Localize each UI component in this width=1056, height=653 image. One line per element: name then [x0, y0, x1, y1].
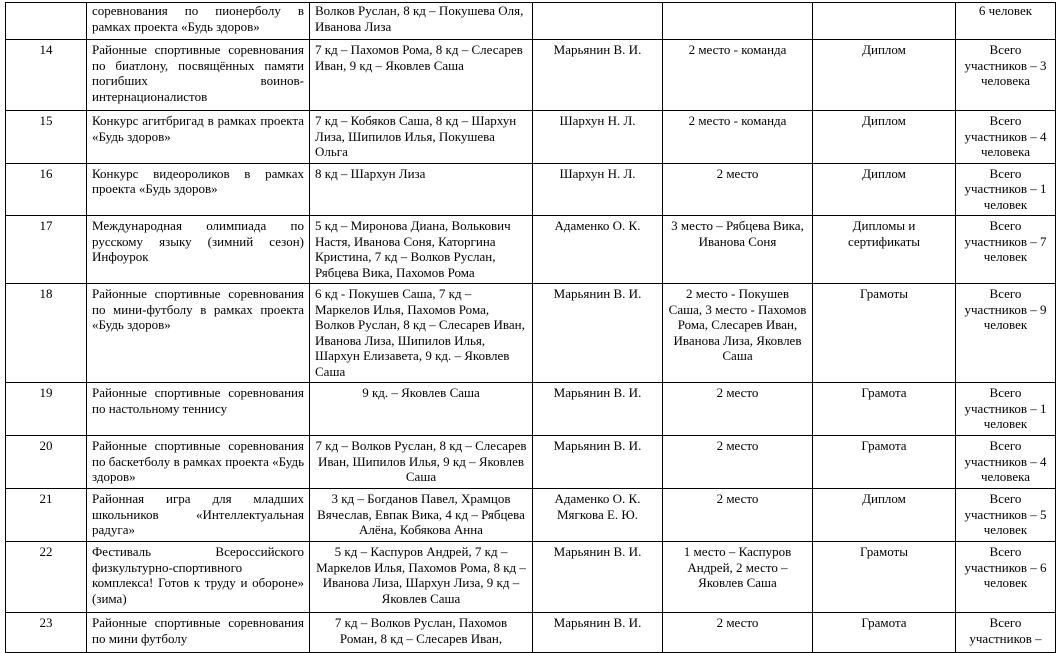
cell-participants: 8 кд – Шархун Лиза — [310, 163, 533, 216]
table-row — [6, 216, 1056, 284]
cell-document: Грамота — [813, 613, 956, 653]
table-row — [6, 3, 1056, 40]
cell-leader: Марьянин В. И. — [533, 383, 663, 436]
cell-event-name: Районные спортивные соревнования по настольному теннису — [87, 383, 310, 436]
cell-participants: 7 кд – Пахомов Рома, 8 кд – Слесарев Иван, 9 кд – Яковлев Саша — [310, 40, 533, 111]
table-row — [6, 284, 1056, 383]
cell-number: 17 — [6, 216, 87, 284]
cell-number: 21 — [6, 489, 87, 542]
cell-document: Грамоты — [813, 284, 956, 383]
table-row — [6, 40, 1056, 111]
cell-document: Диплом — [813, 40, 956, 111]
cell-total: Всего участников – 3 человека — [956, 40, 1056, 111]
cell-result: 2 место — [663, 383, 813, 436]
cell-total: Всего участников – 4 человека — [956, 111, 1056, 164]
cell-participants: 6 кд - Покушев Саша, 7 кд – Маркелов Илья, Пахомов Рома, Волков Руслан, 8 кд – Слесарев Иван, Иванова Лиза, Шипилов Илья, Шархун Елизавета, 9 кд. – Яковлев Саша — [310, 284, 533, 383]
cell-number: 14 — [6, 40, 87, 111]
cell-total: Всего участников – 1 человек — [956, 383, 1056, 436]
cell-result: 2 место - Покушев Саша, 3 место - Пахомов Рома, Слесарев Иван, Иванова Лиза, Яковлев Саша — [663, 284, 813, 383]
cell-result: 1 место – Каспуров Андрей, 2 место – Яковлев Саша — [663, 542, 813, 613]
cell-participants: 5 кд – Каспуров Андрей, 7 кд – Маркелов Илья, Пахомов Рома, 8 кд – Иванова Лиза, Шархун Лиза, 9 кд – Яковлев Саша — [310, 542, 533, 613]
cell-event-name: Фестиваль Всероссийского физкультурно-спортивного комплекса! Готов к труду и обороне» (зима) — [87, 542, 310, 613]
achievements-table — [5, 2, 1056, 653]
cell-document: Диплом — [813, 163, 956, 216]
cell-total: Всего участников – 7 человек — [956, 216, 1056, 284]
cell-number: 16 — [6, 163, 87, 216]
cell-participants: 7 кд – Кобяков Саша, 8 кд – Шархун Лиза, Шипилов Илья, Покушева Ольга — [310, 111, 533, 164]
cell-leader: Адаменко О. К. Мягкова Е. Ю. — [533, 489, 663, 542]
cell-number: 19 — [6, 383, 87, 436]
cell-result: 3 место – Рябцева Вика, Иванова Соня — [663, 216, 813, 284]
cell-leader — [533, 3, 663, 40]
cell-document: Грамота — [813, 436, 956, 489]
cell-document — [813, 3, 956, 40]
table-row — [6, 383, 1056, 436]
cell-total: Всего участников – 9 человек — [956, 284, 1056, 383]
cell-document: Грамоты — [813, 542, 956, 613]
cell-leader: Марьянин В. И. — [533, 40, 663, 111]
cell-total: Всего участников – — [956, 613, 1056, 653]
cell-number: 20 — [6, 436, 87, 489]
table-row — [6, 163, 1056, 216]
cell-event-name: Районная игра для младших школьников «Интеллектуальная радуга» — [87, 489, 310, 542]
cell-leader: Марьянин В. И. — [533, 542, 663, 613]
cell-event-name: Районные спортивные соревнования по биатлону, посвящённых памяти погибших воинов-интернационалистов — [87, 40, 310, 111]
cell-total: Всего участников – 4 человека — [956, 436, 1056, 489]
cell-leader: Марьянин В. И. — [533, 613, 663, 653]
table-row — [6, 613, 1056, 653]
table-row — [6, 489, 1056, 542]
cell-leader: Шархун Н. Л. — [533, 163, 663, 216]
cell-result: 2 место — [663, 163, 813, 216]
cell-result: 2 место - команда — [663, 111, 813, 164]
cell-leader: Адаменко О. К. — [533, 216, 663, 284]
table-body — [6, 3, 1056, 653]
cell-event-name: Районные спортивные соревнования по баскетболу в рамках проекта «Будь здоров» — [87, 436, 310, 489]
cell-number: 18 — [6, 284, 87, 383]
cell-event-name: Конкурс агитбригад в рамках проекта «Будь здоров» — [87, 111, 310, 164]
cell-result: 2 место — [663, 436, 813, 489]
cell-result: 2 место - команда — [663, 40, 813, 111]
table-row — [6, 542, 1056, 613]
cell-participants: 7 кд – Волков Руслан, 8 кд – Слесарев Иван, Шипилов Илья, 9 кд – Яковлев Саша — [310, 436, 533, 489]
cell-number: 23 — [6, 613, 87, 653]
cell-leader: Шархун Н. Л. — [533, 111, 663, 164]
cell-number — [6, 3, 87, 40]
cell-event-name: Конкурс видеороликов в рамках проекта «Будь здоров» — [87, 163, 310, 216]
cell-leader: Марьянин В. И. — [533, 436, 663, 489]
cell-document: Диплом — [813, 111, 956, 164]
cell-result: 2 место — [663, 613, 813, 653]
cell-result — [663, 3, 813, 40]
cell-participants: 7 кд – Волков Руслан, Пахомов Роман, 8 кд – Слесарев Иван, — [310, 613, 533, 653]
cell-document: Диплом — [813, 489, 956, 542]
cell-total: 6 человек — [956, 3, 1056, 40]
cell-document: Дипломы и сертификаты — [813, 216, 956, 284]
table-row — [6, 111, 1056, 164]
cell-event-name: соревнования по пионерболу в рамках проекта «Будь здоров» — [87, 3, 310, 40]
cell-participants: 5 кд – Миронова Диана, Волькович Настя, Иванова Соня, Каторгина Кристина, 7 кд – Волков Руслан, Рябцева Вика, Пахомов Рома — [310, 216, 533, 284]
table-row — [6, 436, 1056, 489]
cell-leader: Марьянин В. И. — [533, 284, 663, 383]
cell-event-name: Районные спортивные соревнования по мини-футболу в рамках проекта «Будь здоров» — [87, 284, 310, 383]
cell-number: 22 — [6, 542, 87, 613]
cell-participants: 9 кд. – Яковлев Саша — [310, 383, 533, 436]
cell-event-name: Районные спортивные соревнования по мини футболу — [87, 613, 310, 653]
cell-total: Всего участников – 1 человек — [956, 163, 1056, 216]
cell-event-name: Международная олимпиада по русскому языку (зимний сезон) Инфоурок — [87, 216, 310, 284]
cell-document: Грамота — [813, 383, 956, 436]
cell-participants: Волков Руслан, 8 кд – Покушева Оля, Иванова Лиза — [310, 3, 533, 40]
cell-participants: 3 кд – Богданов Павел, Храмцов Вячеслав, Евпак Вика, 4 кд – Рябцева Алёна, Кобякова Анна — [310, 489, 533, 542]
cell-number: 15 — [6, 111, 87, 164]
cell-total: Всего участников – 5 человек — [956, 489, 1056, 542]
cell-result: 2 место — [663, 489, 813, 542]
cell-total: Всего участников – 6 человек — [956, 542, 1056, 613]
